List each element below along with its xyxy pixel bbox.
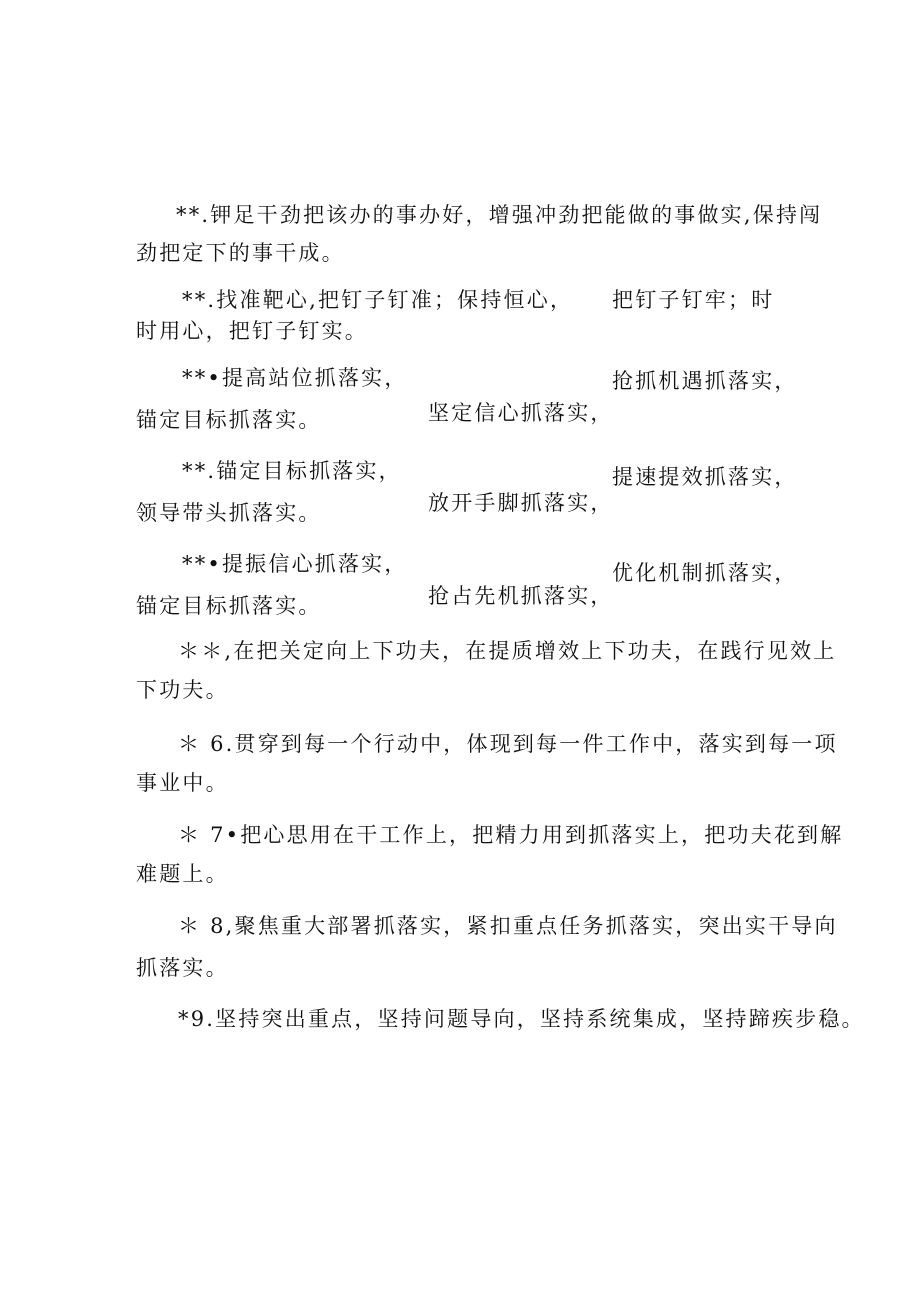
item-5-col-3: 优化机制抓落实，: [612, 561, 798, 585]
item-4-col-2: 放开手脚抓落实，: [428, 491, 614, 515]
item-4-col-3: 提速提效抓落实，: [612, 465, 798, 489]
item-1-line-1: **.钾足干劲把该办的事办好，增强冲劲把能做的事做实,保持闯: [176, 203, 823, 227]
item-3-col-1-bottom: 锚定目标抓落实。: [136, 408, 322, 432]
item-9-line-2: 抓落实。: [136, 956, 229, 980]
item-7-line-1: ＊ 6.贯穿到每一个行动中，体现到每一件工作中，落实到每一项: [178, 732, 838, 756]
item-8-line-1: ＊ 7•把心思用在干工作上，把精力用到抓落实上，把功夫花到解: [178, 823, 844, 847]
item-2-line-2: 时用心，把钉子钉实。: [136, 319, 368, 343]
item-10-line-1: *9.坚持突出重点，坚持问题导向，坚持系统集成，坚持蹄疾步稳。: [178, 1007, 865, 1031]
item-6-line-2: 下功夫。: [136, 678, 229, 702]
item-8-line-2: 难题上。: [136, 862, 229, 886]
item-2-line-1a: **.找准靶心,把钉子钉准；保持恒心，: [182, 288, 574, 312]
item-5-col-1-bottom: 锚定目标抓落实。: [136, 594, 322, 618]
item-4-col-1-bottom: 领导带头抓落实。: [136, 501, 322, 525]
item-3-col-3: 抢抓机遇抓落实，: [612, 369, 798, 393]
item-3-col-2: 坚定信心抓落实，: [428, 401, 614, 425]
item-7-line-2: 事业中。: [136, 771, 229, 795]
item-2-line-1b: 把钉子钉牢；时: [612, 288, 775, 312]
item-4-col-1-top: **.锚定目标抓落实，: [182, 459, 402, 483]
item-3-col-1-top: **•提高站位抓落实，: [182, 366, 408, 390]
item-1-line-2: 劲把定下的事干成。: [136, 241, 345, 265]
item-6-line-1: ＊＊,在把关定向上下功夫，在提质增效上下功夫，在践行见效上: [178, 639, 837, 663]
item-5-col-1-top: **•提振信心抓落实，: [182, 552, 408, 576]
item-9-line-1: ＊ 8,聚焦重大部署抓落实，紧扣重点任务抓落实，突出实干导向: [178, 914, 838, 938]
item-5-col-2: 抢占先机抓落实，: [428, 584, 614, 608]
